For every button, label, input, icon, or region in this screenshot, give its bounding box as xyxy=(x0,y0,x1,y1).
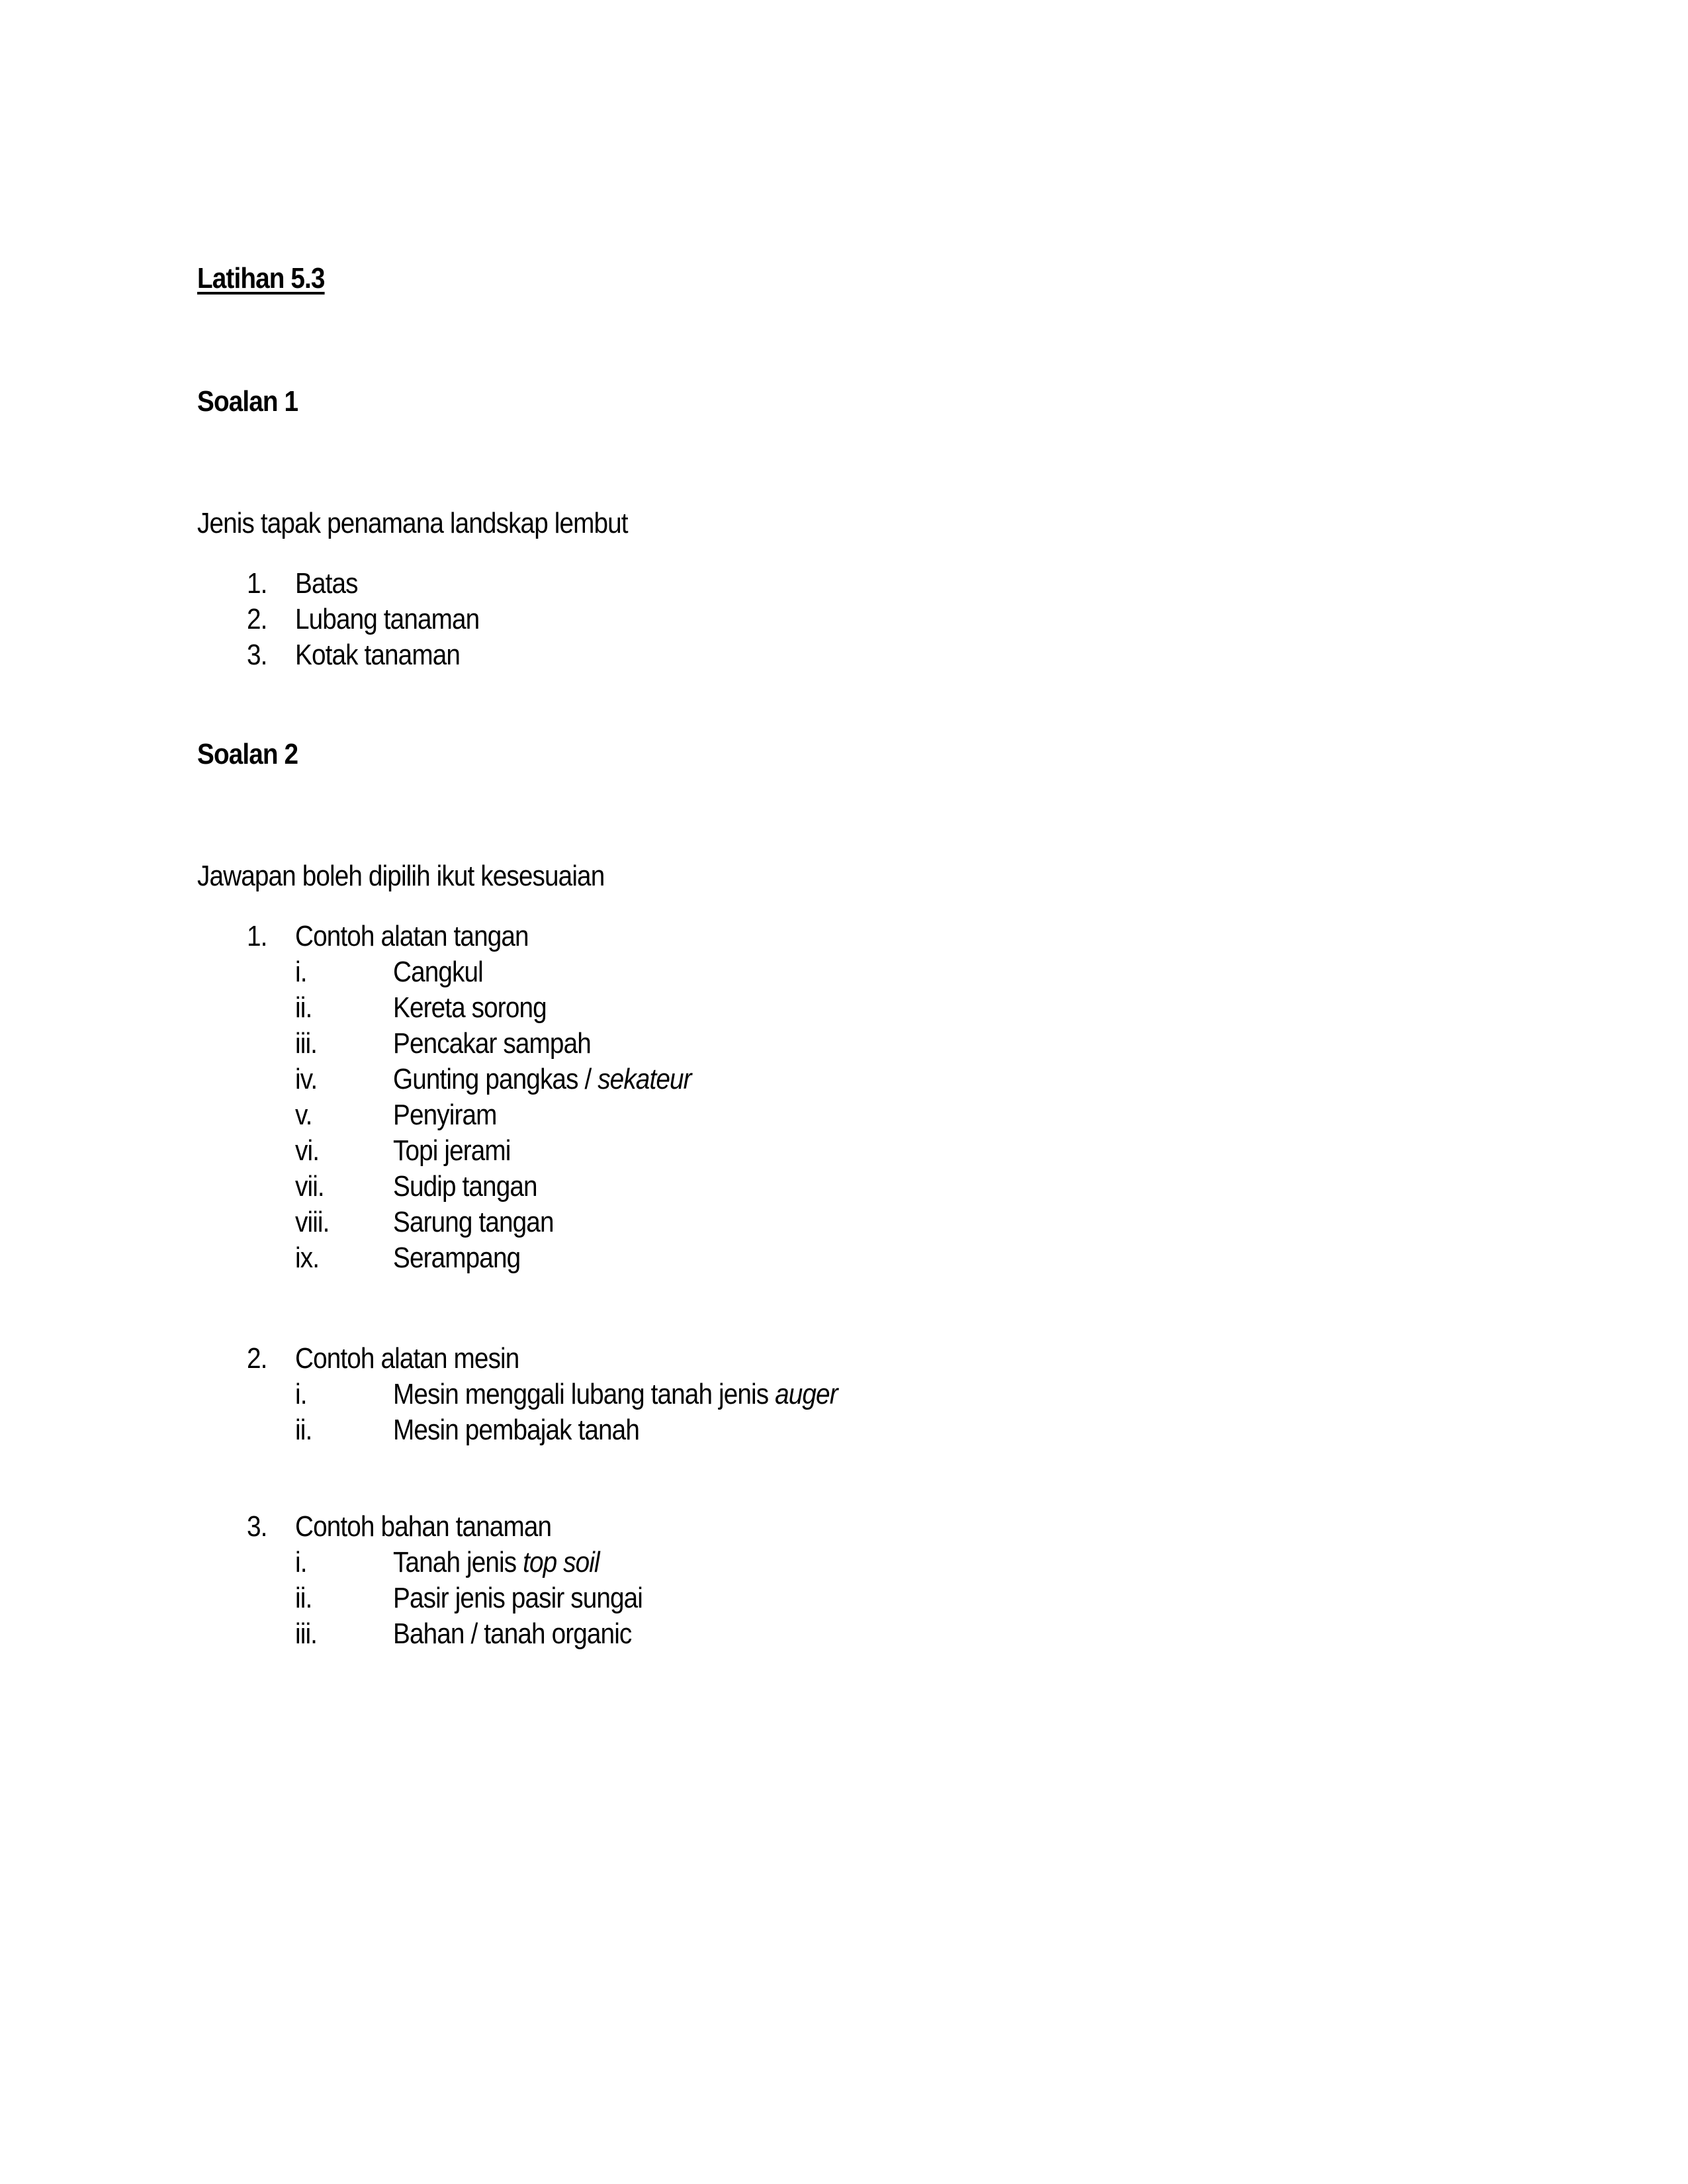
group-title: Contoh bahan tanaman xyxy=(295,1510,552,1543)
group-number: 2. xyxy=(247,1342,267,1375)
sub-item: Topi jerami xyxy=(393,1134,511,1167)
sub-item: Bahan / tanah organic xyxy=(393,1617,632,1650)
sub-number: i. xyxy=(295,1378,307,1410)
list-number: 3. xyxy=(247,639,267,671)
sub-item: Sarung tangan xyxy=(393,1206,554,1238)
soalan-2-intro: Jawapan boleh dipilih ikut kesesuaian xyxy=(197,860,605,892)
sub-number: ii. xyxy=(295,1582,312,1614)
group-number: 3. xyxy=(247,1510,267,1543)
group-title: Contoh alatan mesin xyxy=(295,1342,519,1375)
sub-item: Penyiram xyxy=(393,1099,497,1131)
sub-item: Tanah jenis top soil xyxy=(393,1546,600,1578)
sub-item: Mesin menggali lubang tanah jenis auger xyxy=(393,1378,838,1410)
sub-number: iii. xyxy=(295,1027,318,1060)
list-number: 1. xyxy=(247,567,267,600)
sub-number: ix. xyxy=(295,1242,320,1274)
sub-item: Pencakar sampah xyxy=(393,1027,591,1060)
soalan-2-heading: Soalan 2 xyxy=(197,738,298,770)
sub-item: Cangkul xyxy=(393,956,483,988)
sub-number: i. xyxy=(295,1546,307,1578)
sub-number: vii. xyxy=(295,1170,324,1203)
sub-item: Mesin pembajak tanah xyxy=(393,1414,639,1446)
sub-item: Serampang xyxy=(393,1242,521,1274)
soalan-1-intro: Jenis tapak penamana landskap lembut xyxy=(197,507,628,539)
sub-item: Kereta sorong xyxy=(393,991,547,1024)
sub-item: Gunting pangkas / sekateur xyxy=(393,1063,691,1095)
sub-number: ii. xyxy=(295,1414,312,1446)
sub-number: iv. xyxy=(295,1063,318,1095)
soalan-1-heading: Soalan 1 xyxy=(197,385,298,418)
sub-number: i. xyxy=(295,956,307,988)
sub-item: Sudip tangan xyxy=(393,1170,537,1203)
group-title: Contoh alatan tangan xyxy=(295,920,529,952)
list-number: 2. xyxy=(247,603,267,635)
list-item: Kotak tanaman xyxy=(295,639,461,671)
sub-number: viii. xyxy=(295,1206,330,1238)
list-item: Batas xyxy=(295,567,358,600)
page-title: Latihan 5.3 xyxy=(197,262,325,295)
list-item: Lubang tanaman xyxy=(295,603,480,635)
sub-number: ii. xyxy=(295,991,312,1024)
sub-number: iii. xyxy=(295,1617,318,1650)
sub-number: v. xyxy=(295,1099,312,1131)
sub-number: vi. xyxy=(295,1134,320,1167)
group-number: 1. xyxy=(247,920,267,952)
sub-item: Pasir jenis pasir sungai xyxy=(393,1582,643,1614)
